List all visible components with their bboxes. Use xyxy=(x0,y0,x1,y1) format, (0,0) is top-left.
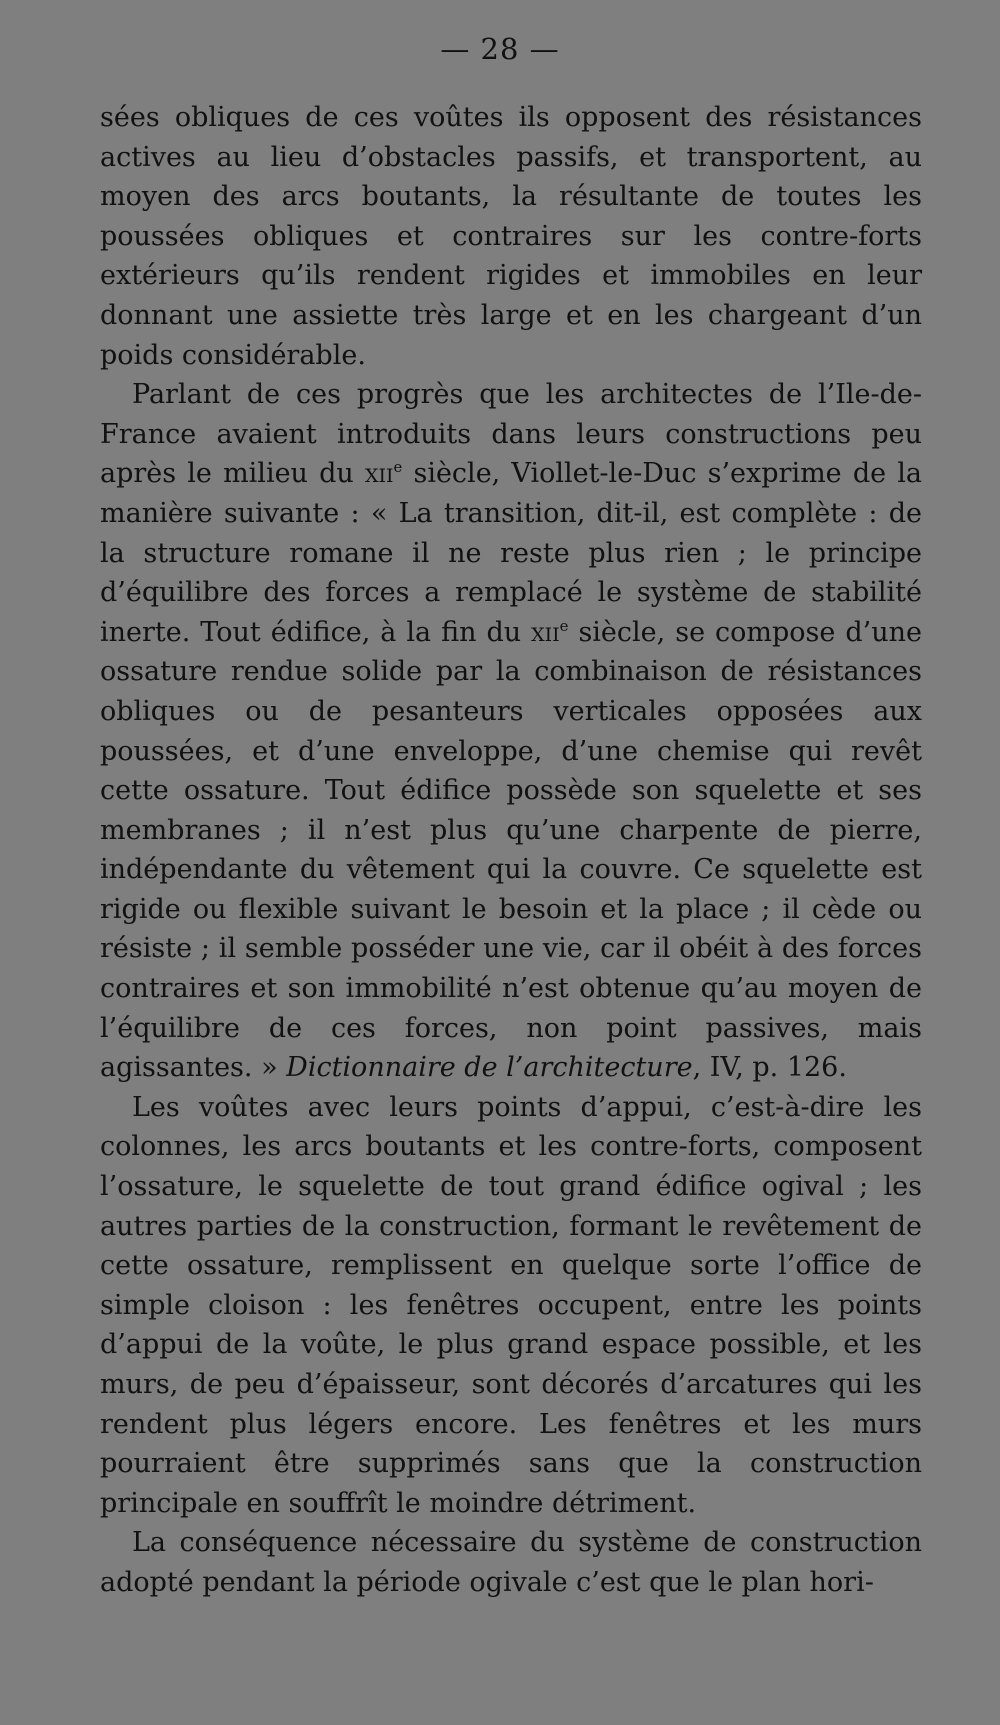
century-numeral: xii xyxy=(531,616,560,648)
paragraph-2 xyxy=(100,375,922,1088)
paragraph-2-text-d: , IV, p. 126. xyxy=(692,1052,847,1084)
paragraph-3: Les voûtes avec leurs points d’appui, c’est-à-dire les colonnes, les arcs boutants et les contre-forts, composent l’ossature, le squelette de tout grand édifice ogival ; les autres parties de la construction, formant le revêtement de cette ossature, remplissent en quelque sorte l’office de simple cloison : les fenêtres occupent, entre les points d’appui de la voûte, le plus grand espace possible, et les murs, de peu d’épaisseur, sont décorés d’arcatures qui les rendent plus légers encore. Les fenêtres et les murs pourraient être supprimés sans que la construction principale en souffrît le moindre détriment. xyxy=(100,1091,922,1519)
paragraph-2-text-b: siècle, Viollet-le-Duc s’exprime de la manière suivante : « La transition, dit-il, est complète : de la structure romane il ne reste plus rien ; le principe d’équilibre des forces a remplacé le système de stabilité inerte. Tout édifice, à la fin du xyxy=(100,458,922,648)
paragraph-2-text-a: Parlant de ces progrès que les architectes de l’Ile-de-France avaient introduits dans leurs constructions peu après le milieu du xyxy=(100,379,922,490)
paragraph-2-text-c: siècle, se compose d’une ossature rendue solide par la combinaison de résistances obliques ou de pesanteurs verticales opposées aux poussées, et d’une enveloppe, d’une chemise qui revêt cette ossature. Tout édifice possède son squelette et ses membranes ; il n’est plus qu’une charpente de pierre, indépendante du vêtement qui la couvre. Ce squelette est rigide ou flexible suivant le besoin et la place ; il cède ou résiste ; il semble posséder une vie, car il obéit à des forces contraires et son immobilité n’est obtenue qu’au moyen de l’équilibre de ces forces, non point passives, mais agissantes. » xyxy=(100,616,922,1084)
page-body xyxy=(100,98,922,1603)
paragraph-1: sées obliques de ces voûtes ils opposent des résistances actives au lieu d’obstacles passifs, et transportent, au moyen des arcs boutants, la résultante de toutes les poussées obliques et contraires sur les contre-forts extérieurs qu’ils rendent rigides et immobiles en leur donnant une assiette très large et en les chargeant d’un poids considérable. xyxy=(100,102,922,371)
citation-title: Dictionnaire de l’architecture xyxy=(286,1052,693,1084)
century-superscript: e xyxy=(559,616,569,635)
century-numeral: xii xyxy=(364,458,394,490)
paragraph-4: La conséquence nécessaire du système de construction adopté pendant la période ogivale c’est que le plan hori- xyxy=(100,1527,922,1598)
page-number: — 28 — xyxy=(440,32,560,66)
century-superscript: e xyxy=(393,458,403,477)
